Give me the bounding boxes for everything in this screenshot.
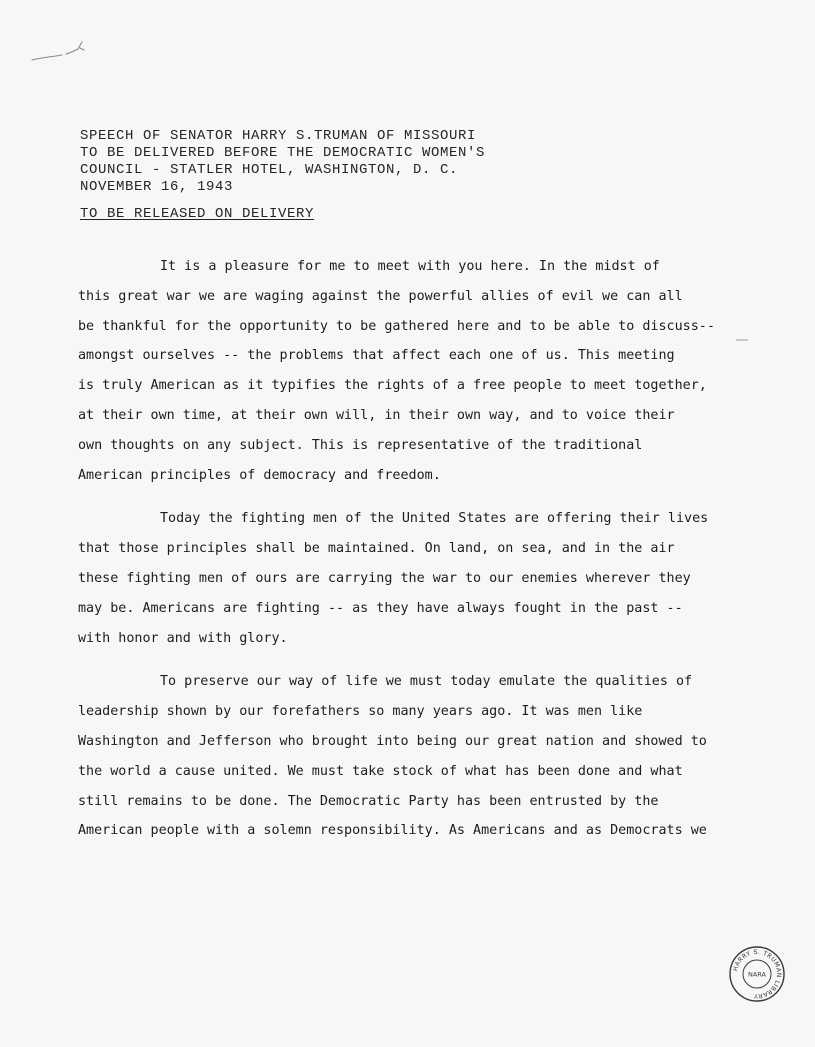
- speech-header: [80, 128, 485, 196]
- header-line-venue: COUNCIL - STATLER HOTEL, WASHINGTON, D. C.: [80, 162, 459, 178]
- text-line: that those principles shall be maintained. On land, on sea, and in the air: [78, 541, 675, 557]
- text-line: American people with a solemn responsibility. As Americans and as Democrats we: [78, 823, 707, 839]
- header-line-date: NOVEMBER 16, 1943: [80, 179, 234, 195]
- paragraph-3: [78, 667, 738, 846]
- stamp-center-text: NARA: [747, 970, 767, 979]
- paragraph-2: [78, 504, 738, 653]
- text-line: It is a pleasure for me to meet with you here. In the midst of: [160, 259, 660, 274]
- text-line: this great war we are waging against the powerful allies of evil we can all: [78, 288, 683, 304]
- pencil-mark: [30, 38, 90, 68]
- release-note: TO BE RELEASED ON DELIVERY: [80, 206, 315, 222]
- text-line: American principles of democracy and freedom.: [78, 467, 441, 483]
- text-line: be thankful for the opportunity to be gathered here and to be able to discuss--: [78, 318, 715, 334]
- text-line: with honor and with glory.: [78, 630, 288, 646]
- text-line: these fighting men of ours are carrying the war to our enemies wherever they: [78, 570, 691, 586]
- speech-body: [78, 252, 738, 860]
- text-line: Washington and Jefferson who brought into being our great nation and showed to: [78, 733, 707, 749]
- text-line: own thoughts on any subject. This is representative of the traditional: [78, 437, 643, 453]
- text-line: leadership shown by our forefathers so many years ago. It was men like: [78, 704, 643, 720]
- stamp-ring-text: HARRY S. TRUMAN LIBRARY: [732, 948, 783, 1000]
- library-stamp-icon: [728, 945, 786, 1003]
- text-line: at their own time, at their own will, in their own way, and to voice their: [78, 407, 675, 423]
- text-line: To preserve our way of life we must today emulate the qualities of: [160, 674, 693, 690]
- paragraph-1: [78, 252, 738, 490]
- header-line-delivery: TO BE DELIVERED BEFORE THE DEMOCRATIC WOMEN'S: [80, 145, 486, 161]
- text-line: amongst ourselves -- the problems that affect each one of us. This meeting: [78, 348, 675, 364]
- text-line: still remains to be done. The Democratic Party has been entrusted by the: [78, 793, 659, 809]
- header-line-title: SPEECH OF SENATOR HARRY S.TRUMAN OF MISSOURI: [80, 128, 477, 144]
- text-line: Today the fighting men of the United States are offering their lives: [160, 511, 709, 527]
- text-line: is truly American as it typifies the rights of a free people to meet together,: [78, 378, 707, 394]
- text-line: the world a cause united. We must take stock of what has been done and what: [78, 763, 683, 779]
- text-line: may be. Americans are fighting -- as they have always fought in the past --: [78, 600, 683, 616]
